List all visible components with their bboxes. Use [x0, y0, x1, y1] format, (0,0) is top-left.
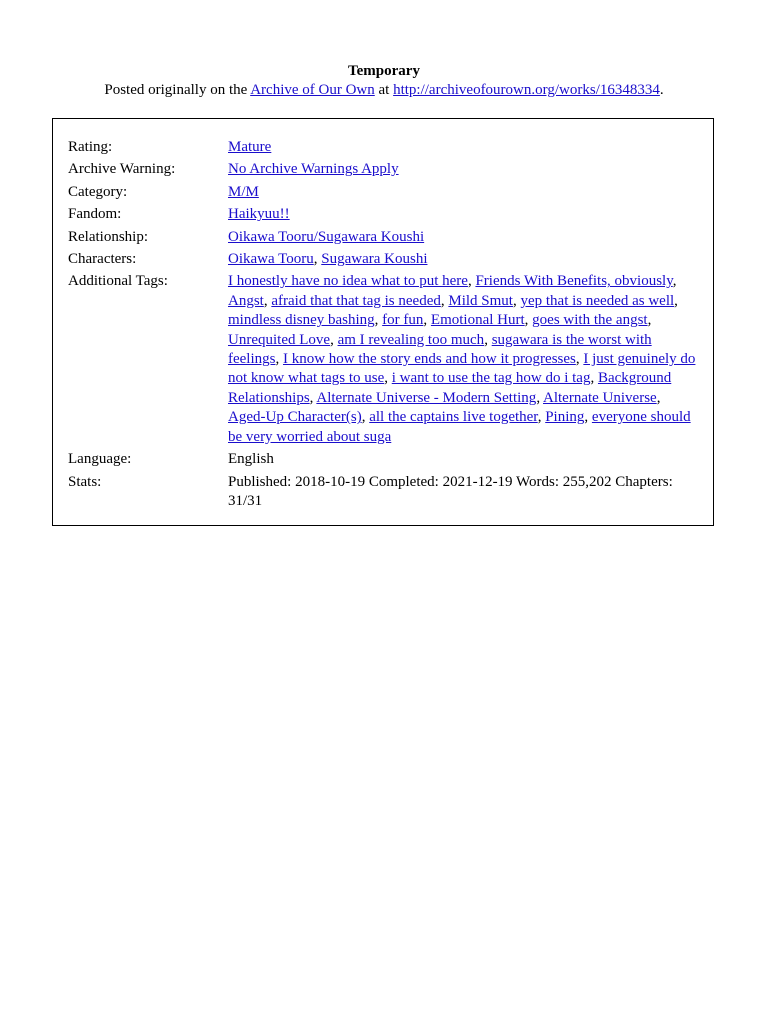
- tag-link[interactable]: Angst: [228, 292, 264, 309]
- tag-link[interactable]: Alternate Universe - Modern Setting: [316, 389, 537, 406]
- language-label: Language:: [68, 451, 132, 468]
- warning-label: Archive Warning:: [68, 161, 176, 178]
- tag-link[interactable]: i want to use the tag how do i tag: [391, 370, 591, 387]
- meta-row-additional-tags: [68, 272, 698, 450]
- origin-line: [0, 81, 768, 100]
- origin-suffix: .: [659, 82, 664, 98]
- work-meta-box: [52, 118, 714, 526]
- tag-link[interactable]: Oikawa Tooru: [228, 251, 314, 268]
- language-value: English: [228, 451, 274, 468]
- tag-link[interactable]: Mature: [228, 139, 272, 155]
- tag-link[interactable]: afraid that that tag is needed: [271, 292, 441, 309]
- warning-value: [228, 160, 698, 182]
- meta-row-stats: [68, 473, 698, 515]
- tag-link[interactable]: Sugawara Koushi: [321, 251, 428, 268]
- tag-link[interactable]: Alternate Universe: [543, 389, 657, 406]
- fandom-value: [228, 205, 698, 227]
- meta-row-fandom: [68, 205, 698, 227]
- tag-link[interactable]: I just genuinely do not know what tags to use: [228, 351, 696, 387]
- additional-tags-label: Additional Tags:: [68, 273, 168, 290]
- meta-row-relationship: [68, 228, 698, 250]
- characters-label: Characters:: [68, 251, 137, 268]
- tag-link[interactable]: Haikyuu!!: [228, 206, 290, 223]
- tag-link[interactable]: goes with the angst: [532, 312, 648, 329]
- origin-middle: at: [374, 82, 394, 98]
- relationship-label: Relationship:: [68, 228, 148, 245]
- category-value: [228, 183, 698, 205]
- tag-link[interactable]: Friends With Benefits, obviously: [475, 273, 673, 290]
- meta-row-language: [68, 450, 698, 472]
- tag-link[interactable]: M/M: [228, 183, 259, 200]
- stats-value: Published: 2018-10-19 Completed: 2021-12-19 Words: 255,202 Chapters: 31/31: [228, 473, 673, 509]
- meta-row-warning: [68, 160, 698, 182]
- rating-label: Rating:: [68, 139, 113, 155]
- rating-value: [228, 138, 698, 160]
- tag-link[interactable]: Pining: [545, 409, 585, 426]
- meta-row-rating: [68, 138, 698, 160]
- characters-value: Oikawa Tooru, Sugawara Koushi: [228, 251, 428, 268]
- fandom-label: Fandom:: [68, 206, 122, 223]
- work-meta-table: [68, 138, 698, 514]
- meta-row-category: [68, 183, 698, 205]
- tag-link[interactable]: am I revealing too much: [337, 331, 485, 348]
- tag-link[interactable]: Oikawa Tooru/Sugawara Koushi: [228, 228, 425, 245]
- origin-prefix: Posted originally on the: [104, 82, 251, 98]
- tag-link[interactable]: I know how the story ends and how it progresses: [282, 351, 576, 368]
- archive-link[interactable]: Archive of Our Own: [250, 82, 375, 98]
- tag-link[interactable]: Aged-Up Character(s): [228, 409, 362, 426]
- tag-link[interactable]: yep that is needed as well: [520, 292, 675, 309]
- work-title: Temporary: [348, 63, 420, 79]
- additional-tags-value: I honestly have no idea what to put here, Friends With Benefits, obviously, Angst, afraid that that tag is needed, Mild Smut, yep that is needed as well, mindless disney bashing, for fun, Emotional Hurt, goes with the angst, Unrequited Love, am I revealing too much, sugawara is the worst with feelings, I know how the story ends and how it progresses, I just genuinely do not know what tags to use, i want to use the tag how do i tag, Background Relationships, Alternate Universe - Modern Setting, Alternate Universe, Aged-Up Character(s), all the captains live together, Pining, everyone should be very worried about suga: [228, 273, 696, 445]
- category-label: Category:: [68, 183, 128, 200]
- tag-link[interactable]: I honestly have no idea what to put here: [228, 273, 468, 290]
- tag-link[interactable]: mindless disney bashing: [228, 312, 375, 329]
- tag-link[interactable]: Background Relationships: [228, 370, 672, 406]
- tag-link[interactable]: everyone should be very worried about suga: [228, 409, 691, 445]
- stats-label: Stats:: [68, 473, 102, 490]
- tag-link[interactable]: Emotional Hurt: [430, 312, 525, 329]
- tag-link[interactable]: sugawara is the worst with feelings: [228, 331, 652, 368]
- tag-link[interactable]: Mild Smut: [448, 292, 513, 309]
- relationship-value: [228, 228, 698, 250]
- meta-row-characters: [68, 250, 698, 272]
- tag-link[interactable]: Unrequited Love: [228, 331, 331, 348]
- tag-link[interactable]: for fun: [382, 312, 424, 329]
- tag-link[interactable]: No Archive Warnings Apply: [228, 161, 399, 178]
- tag-link[interactable]: all the captains live together: [369, 409, 538, 426]
- work-url-link[interactable]: http://archiveofourown.org/works/16348334: [393, 82, 660, 98]
